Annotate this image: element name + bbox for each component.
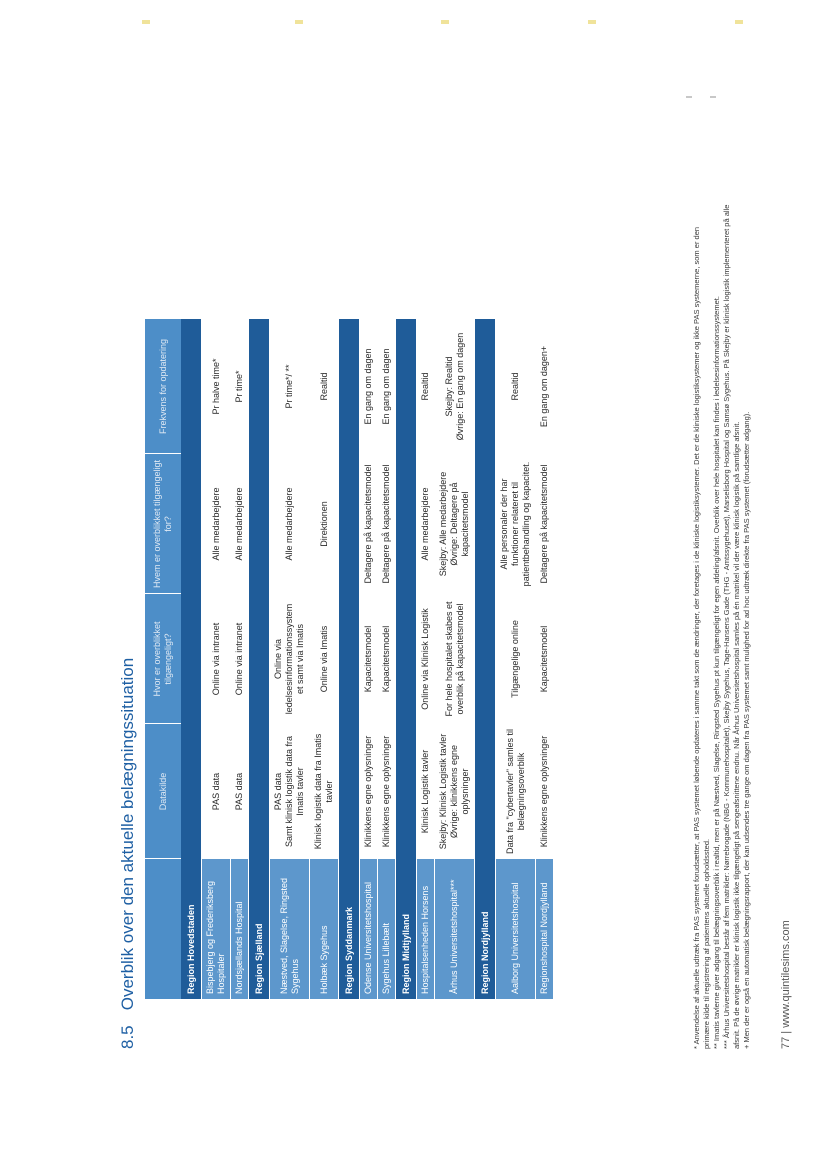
cell-hospital: Odense Universitetshospital [360,859,378,999]
cell-who: Alle medarbejdere [202,454,231,594]
region-row-blank [181,724,202,859]
footnotes [692,199,752,1049]
cell-hospital: Bispebjerg og Frederiksberg Hospitaler [202,859,231,999]
region-row-blank [339,319,360,454]
scan-mark [735,20,743,24]
section-title: Overblik over den aktuelle belægningssituation [118,657,137,1011]
cell-source: PAS data [202,724,231,859]
region-row-blank [181,454,202,594]
footnote: ** Imatis tavlerne giver adgang til belægningsoverblik i realtid, men er på Næstved, Slagelse, Ringsted Sygehus pt kun tilgængeligt for egen afdeling/afsnit. Overblik over hele hospitalet kan findes i ledelsesinformationssystemet. [712,296,721,1049]
table-row [231,319,249,999]
region-name: Region Sjælland [249,859,270,999]
region-row-blank [339,454,360,594]
scan-mark [710,96,716,98]
region-row [339,319,360,999]
region-row-blank [475,724,496,859]
section-heading [118,658,138,1049]
section-number: 8.5 [118,1025,137,1049]
cell-where: Online via intranet [202,594,231,724]
cell-source: Data fra "cybertavler" samles til belægningsoverblik [496,724,536,859]
cell-freq: Pr time*/ ** [270,319,310,454]
cell-who: Alle medarbejdere [417,454,435,594]
region-row [249,319,270,999]
cell-hospital: Næstved, Slagelse, Ringsted Sygehus [270,859,310,999]
region-row-blank [181,319,202,454]
scan-mark [686,96,692,98]
cell-freq: Realtid [310,319,339,454]
cell-freq: En gang om dagen [378,319,396,454]
cell-hospital: Holbæk Sygehus [310,859,339,999]
cell-who: Deltagere på kapacitetsmodel [536,454,554,594]
table-row [360,319,378,999]
cell-where: Online via Imatis [310,594,339,724]
region-row-blank [475,454,496,594]
table-row [270,319,310,999]
region-row-blank [181,594,202,724]
footnote: + Men der er også en automatisk belægningsrapport, der kan udsendes tre gange om dagen fra PAS systemet samt mulighed for ad hoc udtræk direkte fra PAS systemet (forudsætter adgang). [742,411,751,1049]
cell-where: Kapacitetsmodel [536,594,554,724]
cell-source: Klinisk logistik data fra Imatis tavler [310,724,339,859]
region-row-blank [249,319,270,454]
cell-who: Skejby: Alle medarbejdere Øvrige: Deltagere på kapacitetsmodel [435,454,475,594]
cell-hospital: Aalborg Universitetshospital [496,859,536,999]
footnote: * Anvendelse af aktuelle udtræk fra PAS systemet forudsætter, at PAS systemet løbende opdateres i samme takt som de ændringer, der foretages i de kliniske logistiksystemer. Det er de kliniske logistiksystemer og ikke PAS systemerne, som er den primære kilde til registrering af patientens aktuelle opholdssted. [692,226,711,1049]
cell-who: Direktionen [310,454,339,594]
cell-source: Klinikkens egne oplysninger [536,724,554,859]
scan-mark [295,20,303,24]
column-header: Frekvens for opdatering [145,319,181,454]
cell-hospital: Hospitalsenheden Horsens [417,859,435,999]
region-row-blank [475,594,496,724]
region-row-blank [396,594,417,724]
cell-source: Skejby: Klinisk Logistik tavler Øvrige: klinikkens egne oplysninger [435,724,475,859]
column-header: Datakilde [145,724,181,859]
cell-where: Online via intranet [231,594,249,724]
cell-freq: En gang om dagen [360,319,378,454]
region-row-blank [396,319,417,454]
cell-where: Kapacitetsmodel [378,594,396,724]
cell-where: Online via Klinisk Logistik [417,594,435,724]
region-name: Region Hovedstaden [181,859,202,999]
region-row-blank [396,454,417,594]
region-row [181,319,202,999]
region-row [475,319,496,999]
table-row [202,319,231,999]
table-row [435,319,475,999]
region-name: Region Nordjylland [475,859,496,999]
region-row-blank [249,594,270,724]
scan-mark [441,20,449,24]
cell-freq: En gang om dagen+ [536,319,554,454]
occupancy-table [145,319,554,1000]
cell-hospital: Nordsjællands Hospital [231,859,249,999]
cell-hospital: Sygehus Lillebælt [378,859,396,999]
cell-hospital: Regionshospital Nordjylland [536,859,554,999]
region-name: Region Syddanmark [339,859,360,999]
table-row [417,319,435,999]
table-row [496,319,536,999]
cell-who: Alle medarbejdere [231,454,249,594]
table-row [378,319,396,999]
cell-where: For hele hospitalet skabes et overblik på kapacitetsmodel [435,594,475,724]
table-header-row [145,319,181,999]
scan-mark [588,20,596,24]
table-row [536,319,554,999]
cell-source: Klinisk Logistik tavler [417,724,435,859]
region-row-blank [396,724,417,859]
cell-source: Klinikkens egne oplysninger [360,724,378,859]
cell-who: Alle medarbejdere [270,454,310,594]
page-footer: 77 | www.quintilesims.com [780,920,792,1049]
cell-source: Klinikkens egne oplysninger [378,724,396,859]
column-header [145,859,181,999]
cell-where: Kapacitetsmodel [360,594,378,724]
cell-freq: Realtid [496,319,536,454]
cell-where: Online via ledelsesinformationssystem et samt via Imatis [270,594,310,724]
cell-freq: Skejby: Realtid Øvrige: En gang om dagen [435,319,475,454]
region-row-blank [339,594,360,724]
column-header: Hvem er overblikket tilgængeligt for? [145,454,181,594]
region-row-blank [475,319,496,454]
region-row-blank [339,724,360,859]
cell-where: Tilgængelige online [496,594,536,724]
cell-source: PAS data Samt klinisk logistik data fra Imatis tavler [270,724,310,859]
region-row [396,319,417,999]
column-header: Hvor er overblikket tilgængeligt? [145,594,181,724]
region-name: Region Midtjylland [396,859,417,999]
scan-mark [142,20,150,24]
cell-freq: Pr halve time* [202,319,231,454]
region-row-blank [249,724,270,859]
cell-who: Deltagere på kapacitetsmodel [360,454,378,594]
cell-freq: Realtid [417,319,435,454]
cell-hospital: Århus Universitetshospital*** [435,859,475,999]
cell-freq: Pr time* [231,319,249,454]
cell-who: Alle personaler der har funktioner relateret til patientbehandling og kapacitet. [496,454,536,594]
footnote: *** Århus Universitetshospital består af fem matrikler: Nørrebrogade (NBG - Kommunehospitalet), Skejby Sygehus, Tage-Hansens Gade (THG - Amtssygehuset), Marselisborg Hospital og Samsø Sygehus. På Skejby er klinisk logistik implementeret på alle afsnit. På de øvrige matrikler er klinisk logistik ikke tilgængeligt på sengeafsnittene endnu. Når Århus Universitetshospital samles på én matrikel vil der være klinisk logistik på samtlige afsnit. [722,204,741,1049]
region-row-blank [249,454,270,594]
cell-source: PAS data [231,724,249,859]
table-row [310,319,339,999]
cell-who: Deltagere på kapacitetsmodel [378,454,396,594]
